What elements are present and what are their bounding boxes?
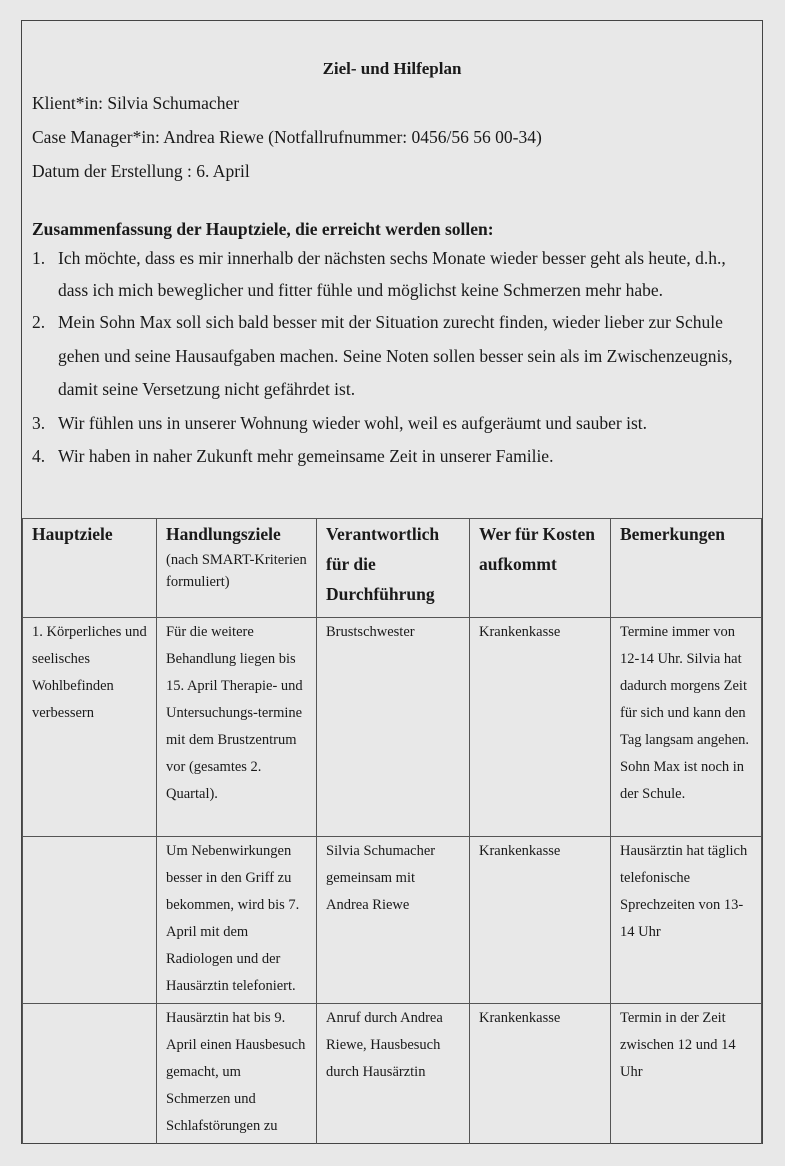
cell-bemerkung: Hausärztin hat täglich telefonische Sprechzeiten von 13-14 Uhr bbox=[611, 837, 762, 1004]
cell-verantwortlich: Brustschwester bbox=[317, 618, 470, 837]
table-row bbox=[23, 837, 762, 1004]
goal-text: Wir fühlen uns in unserer Wohnung wieder wohl, weil es aufgeräumt und sauber ist. bbox=[58, 412, 648, 433]
goal-number: 2. bbox=[32, 312, 46, 332]
cell-hauptziel: 1. Körperliches und seelisches Wohlbefinden verbessern bbox=[23, 618, 157, 837]
header-handlungsziele-label: Handlungsziele bbox=[166, 524, 281, 544]
case-manager-line: Case Manager*in: Andrea Riewe (Notfallrufnummer: 0456/56 56 00-34) bbox=[32, 127, 542, 147]
document-title: Ziel- und Hilfeplan bbox=[322, 59, 462, 78]
creation-date-line: Datum der Erstellung : 6. April bbox=[32, 161, 250, 181]
cell-verantwortlich: Silvia Schumacher gemeinsam mit Andrea Riewe bbox=[317, 837, 470, 1004]
header-kosten: Wer für Kosten aufkommt bbox=[470, 519, 611, 618]
goal-text: Ich möchte, dass es mir innerhalb der nächsten sechs Monate wieder besser geht als heute, d.h., dass ich mich beweglicher und fitter fühle und möglichst keine Schmerzen mehr habe. bbox=[58, 248, 726, 300]
summary-heading: Zusammenfassung der Hauptziele, die erreicht werden sollen: bbox=[32, 219, 494, 239]
cell-hauptziel bbox=[23, 1004, 157, 1145]
goal-number: 3. bbox=[32, 412, 46, 433]
table-row bbox=[23, 618, 762, 837]
cell-bemerkung: Termine immer von 12-14 Uhr. Silvia hat dadurch morgens Zeit für sich und kann den Tag langsam angehen. Sohn Max ist noch in der Schule. bbox=[611, 618, 762, 837]
client-line: Klient*in: Silvia Schumacher bbox=[32, 93, 240, 113]
goal-item bbox=[32, 306, 752, 407]
plan-table bbox=[22, 518, 762, 1144]
cell-handlungsziel: Hausärztin hat bis 9. April einen Hausbesuch gemacht, um Schmerzen und Schlafstörungen zu bbox=[157, 1004, 317, 1145]
cell-handlungsziel: Für die weitere Behandlung liegen bis 15. April Therapie- und Untersuchungs-termine mit dem Brustzentrum vor (gesamtes 2. Quartal). bbox=[157, 618, 317, 837]
cell-hauptziel bbox=[23, 837, 157, 1004]
document-page bbox=[21, 20, 763, 1144]
table-header-row bbox=[23, 519, 762, 618]
goal-number: 1. bbox=[32, 248, 46, 268]
cell-verantwortlich: Anruf durch Andrea Riewe, Hausbesuch durch Hausärztin bbox=[317, 1004, 470, 1145]
header-handlungsziele bbox=[157, 519, 317, 618]
header-verantwortlich: Verantwortlich für die Durchführung bbox=[317, 519, 470, 618]
cell-kosten: Krankenkasse bbox=[470, 618, 611, 837]
cell-handlungsziel: Um Nebenwirkungen besser in den Griff zu bekommen, wird bis 7. April mit dem Radiologen und der Hausärztin telefoniert. bbox=[157, 837, 317, 1004]
cell-kosten: Krankenkasse bbox=[470, 1004, 611, 1145]
header-bemerkungen: Bemerkungen bbox=[611, 519, 762, 618]
goal-number: 4. bbox=[32, 445, 46, 466]
main-goals-list bbox=[32, 242, 752, 473]
goal-text: Wir haben in naher Zukunft mehr gemeinsame Zeit in unserer Familie. bbox=[58, 445, 554, 466]
goal-item bbox=[32, 242, 752, 306]
goal-text: Mein Sohn Max soll sich bald besser mit der Situation zurecht finden, wieder lieber zur Schule gehen und seine Hausaufgaben machen. Seine Noten sollen besser sein als im Zwischenzeugnis, damit seine Versetzung nicht gefährdet ist. bbox=[58, 312, 733, 399]
cell-kosten: Krankenkasse bbox=[470, 837, 611, 1004]
header-hauptziele: Hauptziele bbox=[23, 519, 157, 618]
goal-item bbox=[32, 440, 752, 473]
document-header bbox=[22, 58, 762, 473]
cell-bemerkung: Termin in der Zeit zwischen 12 und 14 Uhr bbox=[611, 1004, 762, 1145]
header-handlungsziele-subtitle: (nach SMART-Kriterien formuliert) bbox=[166, 552, 307, 590]
goal-item bbox=[32, 407, 752, 440]
table-row bbox=[23, 1004, 762, 1145]
